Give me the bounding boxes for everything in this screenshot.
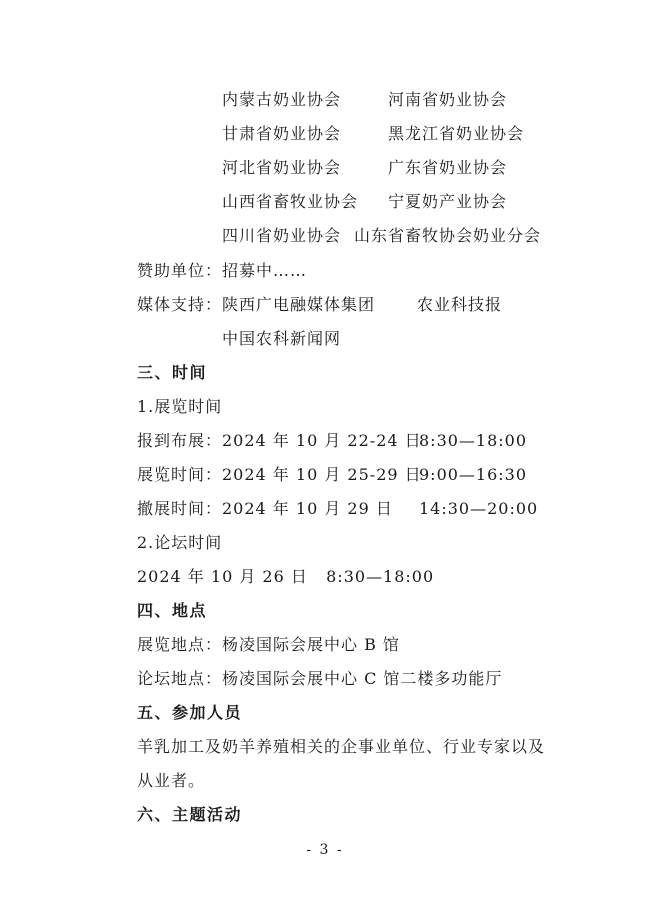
org-row-2-col-1: 甘肃省奶业协会	[222, 124, 342, 143]
schedule-row-2-date: 2024 年 10 月 25-29 日	[222, 465, 422, 484]
forum-time: 2024 年 10 月 26 日 8:30—18:00	[137, 567, 435, 586]
section-3-sub-2: 2.论坛时间	[137, 533, 223, 552]
section-5-title: 五、参加人员	[137, 703, 243, 722]
schedule-row-2-label: 展览时间：	[137, 465, 223, 484]
org-row-3-col-2: 广东省奶业协会	[388, 158, 508, 177]
sponsor-label: 赞助单位：	[137, 261, 223, 280]
schedule-row-3-date: 2024 年 10 月 29 日	[222, 499, 393, 518]
participants-line-2: 从业者。	[137, 771, 206, 790]
media-label: 媒体支持：	[137, 295, 223, 314]
schedule-row-1-label: 报到布展：	[137, 431, 223, 450]
org-row-4-col-2: 宁夏奶产业协会	[388, 192, 508, 211]
forum-location: 论坛地点：杨凌国际会展中心 C 馆二楼多功能厅	[137, 669, 503, 688]
sponsor-value: 招募中……	[222, 261, 308, 280]
org-row-4-col-1: 山西省畜牧业协会	[222, 192, 359, 211]
org-row-5-col-2: 山东省畜牧协会奶业分会	[354, 226, 542, 245]
page-number: - 3 -	[306, 842, 344, 858]
schedule-row-1-time: 8:30—18:00	[419, 431, 528, 450]
media-item-1: 陕西广电融媒体集团	[222, 295, 376, 314]
section-3-sub-1: 1.展览时间	[137, 397, 223, 416]
org-row-1-col-1: 内蒙古奶业协会	[222, 90, 342, 109]
schedule-row-3-time: 14:30—20:00	[419, 499, 539, 518]
schedule-row-3-label: 撤展时间：	[137, 499, 223, 518]
section-3-title: 三、时间	[137, 363, 208, 382]
section-6-title: 六、主题活动	[137, 805, 243, 824]
participants-line-1: 羊乳加工及奶羊养殖相关的企事业单位、行业专家以及	[137, 737, 546, 756]
schedule-row-2-time: 9:00—16:30	[419, 465, 528, 484]
org-row-1-col-2: 河南省奶业协会	[388, 90, 508, 109]
exhibit-location: 展览地点：杨凌国际会展中心 B 馆	[137, 635, 400, 654]
org-row-5-col-1: 四川省奶业协会	[222, 226, 342, 245]
org-row-3-col-1: 河北省奶业协会	[222, 158, 342, 177]
schedule-row-1-date: 2024 年 10 月 22-24 日	[222, 431, 422, 450]
media-item-3: 中国农科新闻网	[222, 329, 342, 348]
media-item-2: 农业科技报	[417, 295, 503, 314]
org-row-2-col-2: 黑龙江省奶业协会	[388, 124, 525, 143]
section-4-title: 四、地点	[137, 601, 208, 620]
